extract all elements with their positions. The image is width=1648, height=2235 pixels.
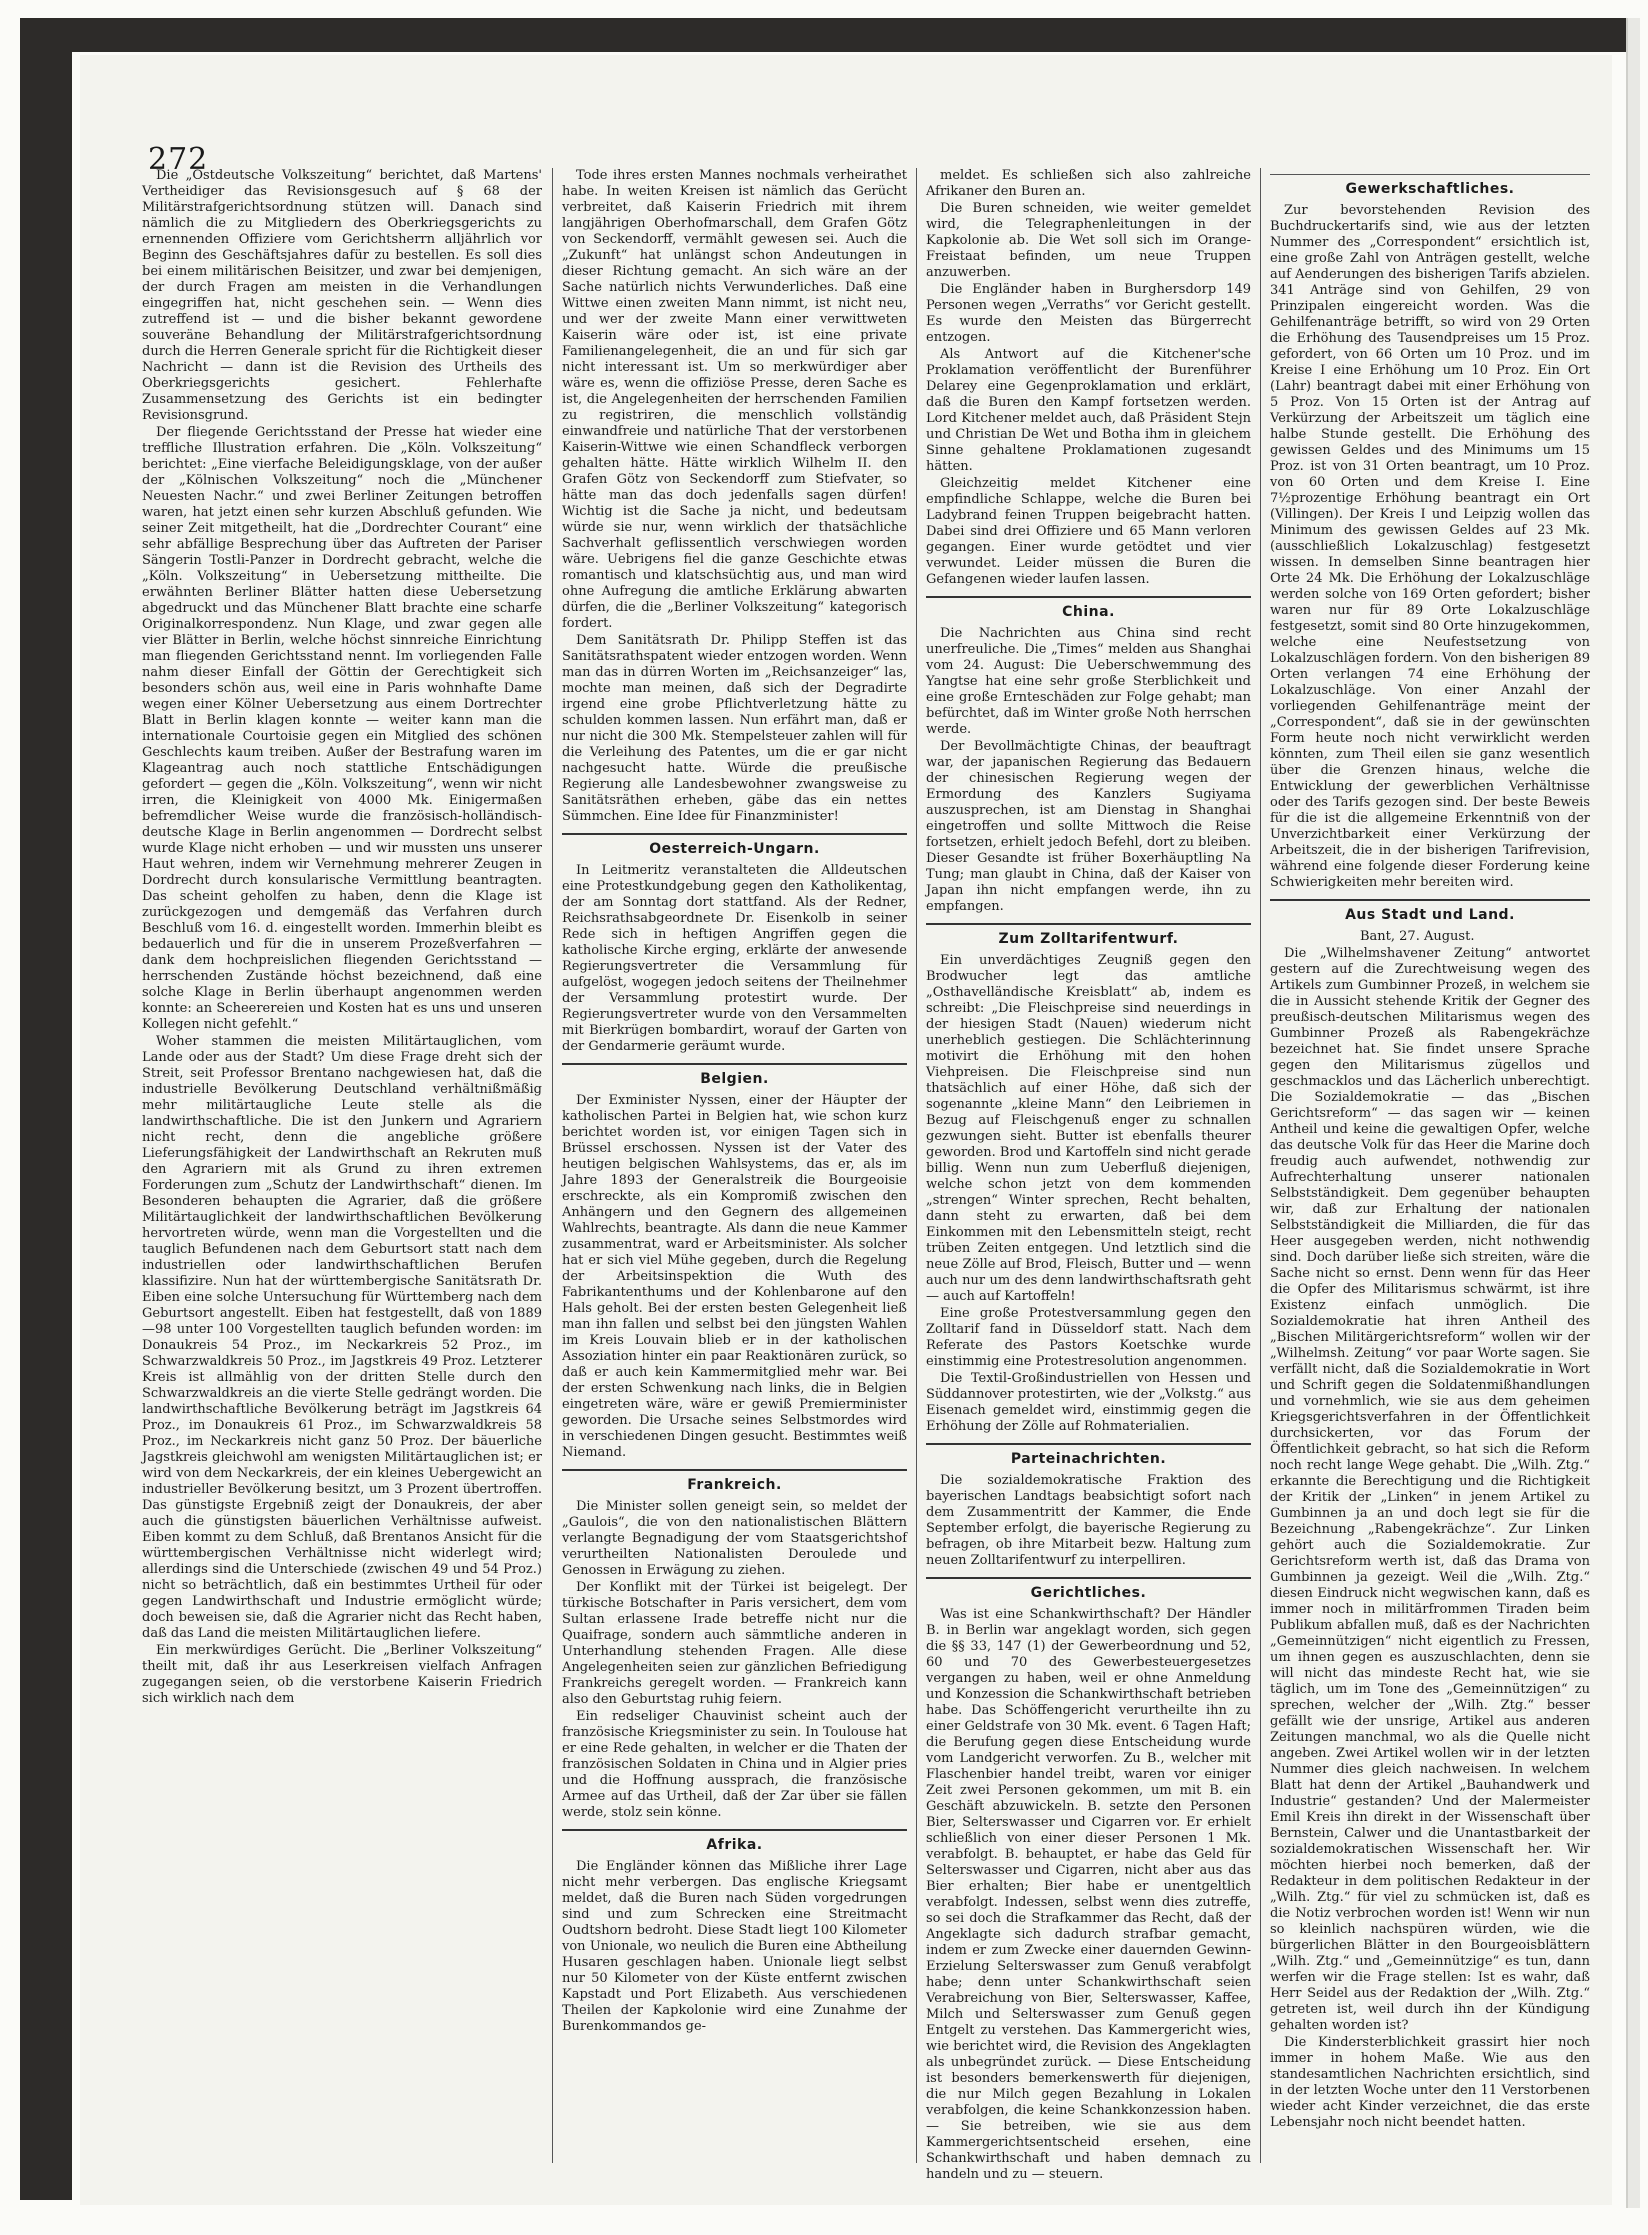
section-rule	[562, 1469, 907, 1471]
section-rule	[562, 1829, 907, 1831]
article-paragraph: Die Textil-Großindustriellen von Hessen und Süddannover protestirten, wie der „Volkstg.“ aus Eisenach gemeldet wird, einstimmig gegen die Erhöhung der Zölle auf Rohmaterialien.	[926, 1371, 1251, 1434]
article-paragraph: Gleichzeitig meldet Kitchener eine empfindliche Schlappe, welche die Buren bei Ladybrand feinen Truppen beigebracht hatten. Dabei sind drei Offiziere und 65 Mann verloren gegangen. Einer wurde getödtet und vier verwundet. Leider müssen die Buren die Gefangenen wieder laufen lassen.	[926, 476, 1251, 587]
article-paragraph: Ein redseliger Chauvinist scheint auch der französische Kriegsminister zu sein. In Toulouse hat er eine Rede gehalten, in welcher er die Thaten der französischen Soldaten in China und in Algier pries und die Hoffnung aussprach, die französische Armee auf das Urtheil, daß der Zar über sie fällen werde, stolz sein könne.	[562, 1709, 907, 1820]
section-heading: Belgien.	[700, 1071, 769, 1087]
article-paragraph: Tode ihres ersten Mannes nochmals verheirathet habe. In weiten Kreisen ist nämlich das Gerücht verbreitet, daß Kaiserin Friedrich mit ihrem langjährigen Oberhofmarschall, dem Grafen Götz von Seckendorff, vermählt gewesen sei. Auch die „Zukunft“ hat unlängst schon Andeutungen in dieser Richtung gemacht. An sich wäre an der Sache natürlich nichts Verwunderliches. Daß eine Wittwe einen zweiten Mann nimmt, ist nicht neu, und wer der zweite Mann einer verwittweten Kaiserin wäre oder ist, ist eine private Familienangelegenheit, die an und für sich gar nicht interessant ist. Um so merkwürdiger aber wäre es, wenn die offiziöse Presse, deren Sache es ist, die Angelegenheiten der herrschenden Familien zu registriren, die menschlich vollständig einwandfreie und natürliche That der verstorbenen Kaiserin-Wittwe wie einen Schandfleck verborgen gehalten hätte. Hätte wirklich Wilhelm II. den Grafen Götz von Seckendorff zum Stiefvater, so hätte man das doch jedenfalls sagen dürfen! Wichtig ist die Sache ja nicht, und bedeutsam würde sie nur, wenn wirklich der thatsächliche Sachverhalt geflissentlich verschwiegen worden wäre. Uebrigens fiel die ganze Geschichte etwas romantisch und klatschsüchtig aus, und man wird ohne Aufregung die amtliche Erklärung abwarten dürfen, die die „Berliner Volkszeitung“ kategorisch fordert.	[562, 168, 907, 631]
article-paragraph: Zur bevorstehenden Revision des Buchdruckertarifs sind, wie aus der letzten Nummer des „Correspondent“ ersichtlich ist, eine große Zahl von Anträgen gestellt, welche auf Aenderungen des bisherigen Tarifs abzielen. 341 Anträge sind von Gehilfen, 29 von Prinzipalen eingereicht worden. Was die Gehilfenanträge betrifft, so wird von 29 Orten die Erhöhung des Tausendpreises um 15 Proz. gefordert, von 66 Orten um 10 Proz. und im Kreise I eine Erhöhung um 10 Proz. Ein Ort (Lahr) beantragt dabei mit einer Erhöhung von 5 Proz. Von 15 Orten ist der Antrag auf Verkürzung der Arbeitszeit um täglich eine halbe Stunde gestellt. Die Erhöhung des gewissen Geldes und des Minimums um 15 Proz. ist von 31 Orten beantragt, um 10 Proz. von 60 Orten und dem Kreise I. Eine 7½prozentige Erhöhung beantragt ein Ort (Villingen). Der Kreis I und Leipzig wollen das Minimum des gewissen Geldes auf 23 Mk. (ausschließlich Lokalzuschlag) festgesetzt wissen. In demselben Sinne beantragen hier Orte 24 Mk. Die Erhöhung der Lokalzuschläge werden solche von 169 Orten gefordert; bisher waren nur für 89 Orte Lokalzuschläge festgesetzt, somit sind 80 Orte hinzugekommen, welche eine Neufestsetzung von Lokalzuschlägen fordern. Von den bisherigen 89 Orten verlangen 74 eine Erhöhung der Lokalzuschläge. Von einer Anzahl der vorliegenden Gehilfenanträge meint der „Correspondent“, daß sie in der gewünschten Form heute noch nicht verwirklicht werden könnten, zum Theil eilen sie ganz wesentlich über die Grenzen hinaus, welche die Entwicklung der gewerblichen Verhältnisse oder des Tarifs gezogen sind. Der beste Beweis für die ist die allgemeine Erkenntniß von der Unverzichtbarkeit einer Verkürzung der Arbeitszeit, die in der bisherigen Tarifrevision, während eine folgende dieser Forderung keine Schwierigkeiten mehr bereiten wird.	[1270, 203, 1590, 890]
article-paragraph: Die Buren schneiden, wie weiter gemeldet wird, die Telegraphenleitungen in der Kapkolonie ab. Die Wet soll sich im Orange-Freistaat befinden, um neue Truppen anzuwerben.	[926, 201, 1251, 280]
column-rule	[916, 168, 917, 2163]
section-heading: Afrika.	[706, 1837, 763, 1853]
column-1	[142, 168, 542, 2168]
article-paragraph: Woher stammen die meisten Militärtauglichen, vom Lande oder aus der Stadt? Um diese Frage dreht sich der Streit, seit Professor Brentano nachgewiesen hat, daß die industrielle Bevölkerung Deutschland verhältnißmäßig mehr militärtaugliche Leute stelle als die landwirthschaftliche. Die ist den Junkern und Agrariern nicht recht, denn die angebliche größere Lieferungsfähigkeit der Landwirthschaft an Rekruten muß den Agrariern mit als Grund zu ihren extremen Forderungen zum „Schutz der Landwirthschaft“ dienen. Im Besonderen behaupten die Agrarier, daß die größere Militärtauglichkeit der landwirthschaftlichen Bevölkerung hervortreten würde, wenn man die Vorgestellten und die tauglich Befundenen nach dem Geburtsort statt nach dem industriellen oder landwirthschaftlichen Berufen klassifizire. Nun hat der württembergische Sanitätsrath Dr. Eiben eine solche Untersuchung für Württemberg nach dem Geburtsort angestellt. Eiben hat festgestellt, daß von 1889—98 unter 100 Vorgestellten tauglich befunden worden: im Donaukreis 54 Proz., im Neckarkreis 52 Proz., im Schwarzwaldkreis 50 Proz., im Jagstkreis 49 Proz. Letzterer Kreis ist allmählig von der dritten Stelle durch den Schwarzwaldkreis an die vierte Stelle gedrängt worden. Die landwirthschaftliche Bevölkerung beträgt im Jagstkreis 64 Proz., im Donaukreis 61 Proz., im Schwarzwaldkreis 58 Proz., im Neckarkreis nicht ganz 50 Proz. Der bäuerliche Jagstkreis gleichwohl am wenigsten Militärtauglichen ist; er wird von dem Neckarkreis, der ein kleines Uebergewicht an industrieller Bevölkerung besitzt, um 3 Prozent übertroffen. Das günstigste Ergebniß zeigt der Donaukreis, der aber auch die günstigsten bäuerlichen Verhältnisse aufweist. Eiben kommt zu dem Schluß, daß Brentanos Ansicht für die württembergischen Verhältnisse nicht widerlegt wird; allerdings sind die Unterschiede (zwischen 49 und 54 Proz.) nicht so beträchtlich, daß ein bestimmtes Urtheil für oder gegen Landwirthschaft und Industrie ermöglicht würde; doch beweisen sie, daß die Agrarier nicht das Recht haben, daß das Land die meisten Militärtauglichen liefere.	[142, 1034, 542, 1641]
page-number: 272	[148, 142, 209, 177]
article-paragraph: Die „Wilhelmshavener Zeitung“ antwortet gestern auf die Zurechtweisung wegen des Artikels zum Gumbinner Prozeß, in welchem sie die in Aussicht stehende Kritik der Gegner des preußisch-deutschen Militarismus wegen des Gumbinner Prozeß als Rabengekrächze bezeichnet hat. Sie findet unsere Sprache gegen den Militarismus zügellos und geschmacklos und das Lächerlich unberechtigt. Die Sozialdemokratie — das „Bischen Gerichtsreform“ — das sagen wir — keinen Antheil und keine die gewaltigen Opfer, welche das deutsche Volk für das Heer die Marine doch freudig auch aufwendet, nothwendig zur Aufrechterhaltung unserer nationalen Selbstständigkeit. Dem gegenüber behaupten wir, daß zur Erhaltung der nationalen Selbstständigkeit die Milliarden, die für das Heer ausgegeben werden, nicht nothwendig sind. Doch darüber ließe sich streiten, wäre die Sache nicht so ernst. Denn wenn für das Heer die Opfer des Militarismus schwärmt, ist ihre Existenz einfach unmöglich. Die Sozialdemokratie hat ihren Antheil des „Bischen Militärgerichtsreform“ wollen wir der „Wilhelmsh. Zeitung“ vor paar Worte sagen. Sie verfällt nicht, daß die Sozialdemokratie in Wort und Schrift gegen die Soldatenmißhandlungen und vornehmlich, wie sie aus dem geheimen Kriegsgerichtsverfahren in der Öffentlichkeit durchsickerten, vor das Forum der Öffentlichkeit gebracht, so hat sich die Reform noch recht lange Wege gehabt. Die „Wilh. Ztg.“ erkannte die Berechtigung und die Richtigkeit der Kritik der „Linken“ in jenem Artikel zu Gumbinnen ja an und doch legt sie für die Bezeichnung „Rabengekrächze“. Zur Linken gehört auch die Sozialdemokratie. Zur Gerichtsreform werth ist, daß das Drama von Gumbinnen ja gezeigt. Weil die „Wilh. Ztg.“ diesen Eindruck nicht wegwischen kann, daß es immer noch in militärfrommen Tiraden beim Publikum abfallen muß, daß es der Nachrichten „Gemeinnützigen“ nicht eigentlich zu Fressen, um ihnen gegen es auszuschlachten, denn sie will nicht das mindeste Recht hat, wie sie täglich, um im Tone des „Gemeinnützigen“ zu sprechen, welcher der „Wilh. Ztg.“ besser gefällt wie der unsrige, Artikel aus anderen Zeitungen manchmal, wo als die Quelle nicht angeben. Zwei Artikel wollen wir in der letzten Nummer dies gleich nachweisen. In welchem Blatt hat denn der Artikel „Bauhandwerk und Industrie“ gestanden? Und der Malermeister Emil Kreis ihn direkt in der Wissenschaft über Bernstein, Calwer und die Unantastbarkeit der sozialdemokratischen Wissenschaft her. Wir möchten hierbei noch bemerken, daß der Redakteur in dem politischen Redakteur in der „Wilh. Ztg.“ für viel zu schmücken ist, daß es die Notiz verbrochen worden ist! Wenn wir nun so kleinlich nachspüren würden, wie die bürgerlichen Blätter in den Bourgeoisblättern „Wilh. Ztg.“ und „Gemeinnützige“ es tun, dann werfen wir die Frage stellen: Ist es wahr, daß Herr Seidel aus der Redaktion der „Wilh. Ztg.“ getreten ist, weil durch ihn der Kündigung gehalten worden ist?	[1270, 946, 1590, 2033]
article-paragraph: Die Engländer können das Mißliche ihrer Lage nicht mehr verbergen. Das englische Kriegsamt meldet, daß die Buren nach Süden vorgedrungen sind und zum Schrecken eine Streitmacht Oudtshorn bedroht. Diese Stadt liegt 100 Kilometer von Unionale, wo neulich die Buren eine Abtheilung Husaren geschlagen haben. Unionale liegt selbst nur 50 Kilometer von der Küste entfernt zwischen Kapstadt und Port Elizabeth. Aus verschiedenen Theilen der Kapkolonie wird eine Zunahme der Burenkommandos ge-	[562, 1859, 907, 2034]
section-rule	[1270, 899, 1590, 901]
article-paragraph: Eine große Protestversammlung gegen den Zolltarif fand in Düsseldorf statt. Nach dem Referate des Pastors Koetschke wurde einstimmig eine Protestresolution angenommen.	[926, 1306, 1251, 1369]
section-rule	[562, 1063, 907, 1065]
section-rule	[926, 1577, 1251, 1579]
column-4	[1270, 168, 1590, 2168]
dateline: Bant, 27. August.	[1360, 929, 1475, 944]
article-paragraph: Dem Sanitätsrath Dr. Philipp Steffen ist das Sanitätsrathspatent wieder entzogen worden. Wenn man das in dürren Worten im „Reichsanzeiger“ las, mochte man meinen, daß sich der Degradirte irgend eine grobe Pflichtverletzung hätte zu schulden kommen lassen. Nun erfährt man, daß er nur nicht die 300 Mk. Stempelsteuer zahlen will für die Verleihung des Patentes, um die er gar nicht nachgesucht hatte. Würde die preußische Regierung alle Landesbewohner zwangsweise zu Sanitätsräthen erheben, gäbe das ein nettes Sümmchen. Eine Idee für Finanzminister!	[562, 633, 907, 824]
article-paragraph: Die Kindersterblichkeit grassirt hier noch immer in hohem Maße. Wie aus den standesamtlichen Nachrichten ersichtlich, sind in der letzten Woche unter den 11 Verstorbenen wieder acht Kinder verzeichnet, die das erste Lebensjahr noch nicht beendet hatten.	[1270, 2035, 1590, 2130]
section-rule	[926, 1443, 1251, 1445]
article-paragraph: Die Nachrichten aus China sind recht unerfreuliche. Die „Times“ melden aus Shanghai vom 24. August: Die Ueberschwemmung des Yangtse hat eine sehr große Sterblichkeit und eine große Ernteschäden zur Folge gehabt; man befürchtet, daß im Winter große Noth herrschen werde.	[926, 626, 1251, 737]
section-heading: Gewerkschaftliches.	[1345, 181, 1515, 197]
article-paragraph: Der Exminister Nyssen, einer der Häupter der katholischen Partei in Belgien hat, wie schon kurz berichtet worden ist, vor einigen Tagen sich in Brüssel erschossen. Nyssen ist der Vater des heutigen belgischen Wahlsystems, das er, als im Jahre 1893 der Generalstreik die Bourgeoisie erschreckte, als ein Kompromiß zwischen den Anhängern und den Gegnern des allgemeinen Wahlrechts, beantragte. Als dann die neue Kammer zusammentrat, ward er Arbeitsminister. Als solcher hat er sich viel Mühe gegeben, durch die Regelung der Arbeitsinspektion die Wuth des Fabrikantenthums und der Kohlenbarone auf den Hals geholt. Bei der ersten besten Gelegenheit ließ man ihn fallen und selbst bei den jüngsten Wahlen im Kreis Louvain blieb er in der katholischen Assoziation hinter ein paar Reaktionären zurück, so daß er auch kein Kammermitglied mehr war. Bei der ersten Schwenkung nach links, die in Belgien eingetreten wäre, wäre er gewiß Premierminister geworden. Die Ursache seines Selbstmordes wird in verschiedenen Dingen gesucht. Bestimmtes weiß Niemand.	[562, 1093, 907, 1460]
column-3	[926, 168, 1251, 2182]
column-2	[562, 168, 907, 2168]
article-paragraph: Der fliegende Gerichtsstand der Presse hat wieder eine treffliche Illustration erfahren. Die „Köln. Volkszeitung“ berichtet: „Eine vierfache Beleidigungsklage, von der außer der „Kölnischen Volkszeitung“ noch die „Münchener Neuesten Nachr.“ und zwei Berliner Zeitungen betroffen waren, hat jetzt einen sehr kurzen Abschluß gefunden. Wie seiner Zeit mitgetheilt, hat die „Dordrechter Courant“ eine sehr abfällige Besprechung über das Auftreten der Pariser Sängerin Tostli-Panzer in Dordrecht gebracht, welche die „Köln. Volkszeitung“ in Uebersetzung mittheilte. Die erwähnten Berliner Blätter hatten diese Uebersetzung abgedruckt und das Münchener Blatt brachte eine scharfe Originalkorrespondenz. Nun Klage, und zwar gegen alle vier Blätter in Berlin, welche höchst sinnreiche Einrichtung man fliegenden Gerichtsstand nennt. Im vorliegenden Falle nahm dieser Einfall der Göttin der Gerechtigkeit sich besonders schön aus, weil eine in Paris wohnhafte Dame wegen einer Kölner Uebersetzung aus einem Dortrechter Blatt in Berlin klagen konnte — weiter kann man die internationale Courtoisie gegen ein Mitglied des schönen Geschlechts kaum treiben. Außer der Bestrafung waren im Klageantrag auch noch stattliche Entschädigungen gefordert — gegen die „Köln. Volkszeitung“, wenn wir nicht irren, die Kleinigkeit von 4000 Mk. Einigermaßen befremdlicher Weise wurde die französisch-holländisch-deutsche Klage in Berlin angenommen — Dordrecht selbst wurde Klage nicht erhoben — und wir mussten uns unserer Haut wehren, indem wir Vernehmung mehrerer Zeugen in Dordrecht durch konsularische Vermittlung beantragten. Das scheint geholfen zu haben, denn die Klage ist zurückgezogen und demgemäß das Verfahren durch Beschluß vom 16. d. eingestellt worden. Immerhin bleibt es bedauerlich und für die in unserem Prozeßverfahren — dank dem hochpreislichen fliegenden Gerichtsstand — herrschenden Zustände höchst bezeichnend, daß eine solche Klage in Berlin überhaupt angenommen werden konnte: an Scheerereien und Kosten hat es uns und unseren Kollegen nicht gefehlt.“	[142, 425, 542, 1032]
section-heading: Gerichtliches.	[1030, 1585, 1147, 1601]
article-paragraph: meldet. Es schließen sich also zahlreiche Afrikaner den Buren an.	[926, 168, 1251, 199]
article-paragraph: Die Engländer haben in Burghersdorp 149 Personen wegen „Verraths“ vor Gericht gestellt. Es wurde den Meisten das Bürgerrecht entzogen.	[926, 282, 1251, 345]
article-paragraph: Der Bevollmächtigte Chinas, der beauftragt war, der japanischen Regierung das Bedauern der chinesischen Regierung wegen der Ermordung des Kanzlers Sugiyama auszusprechen, ist am Dienstag in Shanghai eingetroffen und sollte Mittwoch die Reise fortsetzen, erhielt jedoch Befehl, dort zu bleiben. Dieser Gesandte ist früher Boxerhäuptling Na Tung; man glaubt in China, daß der Kaiser von Japan ihn nicht empfangen werde, ihn zu empfangen.	[926, 739, 1251, 914]
article-paragraph: Was ist eine Schankwirthschaft? Der Händler B. in Berlin war angeklagt worden, sich gegen die §§ 33, 147 (1) der Gewerbeordnung und 52, 60 und 70 des Gewerbesteuergesetzes vergangen zu haben, weil er ohne Anmeldung und Konzession die Schankwirthschaft betrieben habe. Das Schöffengericht verurtheilte ihn zu einer Geldstrafe von 30 Mk. event. 6 Tagen Haft; die Berufung gegen diese Entscheidung wurde vom Landgericht verworfen. Zu B., welcher mit Flaschenbier handel treibt, waren vor einiger Zeit zwei Personen gekommen, um mit B. ein Geschäft abzuwickeln. B. setzte den Personen Bier, Selterswasser und Cigarren vor. Er erhielt schließlich von einer dieser Personen 1 Mk. verabfolgt. B. behauptet, er habe das Geld für Selterswasser und Cigarren, nicht aber aus das Bier erhalten; Bier habe er unentgeltlich verabfolgt. Indessen, selbst wenn dies zutreffe, so sei doch die Strafkammer das Recht, daß der Angeklagte sich dadurch strafbar gemacht, indem er zum Zwecke einer dauernden Gewinn-Erzielung Selterswasser zum Genuß verabfolgt habe; denn unter Schankwirthschaft seien Verabreichung von Bier, Selterswasser, Kaffee, Milch und Selterswasser zum Genuß gegen Entgelt zu verstehen. Das Kammergericht wies, wie berichtet wird, die Revision des Angeklagten als unbegründet zurück. — Diese Entscheidung ist besonders bemerkenswerth für diejenigen, die nur Milch gegen Bezahlung in Lokalen verabfolgen, die keine Schankkonzession haben. — Sie betreiben, wie sie aus dem Kammergerichtsentscheid ersehen, eine Schankwirthschaft und haben demnach zu handeln und zu — steuern.	[926, 1607, 1251, 2182]
article-paragraph: Der Konflikt mit der Türkei ist beigelegt. Der türkische Botschafter in Paris versichert, dem vom Sultan erlassene Irade betreffe nicht nur die Quaifrage, sondern auch sämmtliche anderen in Unterhandlung stehenden Fragen. Alle diese Angelegenheiten seien zur gänzlichen Befriedigung Frankreichs geregelt worden. — Frankreich kann also den Geburtstag ruhig feiern.	[562, 1580, 907, 1707]
article-paragraph: Die sozialdemokratische Fraktion des bayerischen Landtags beabsichtigt sofort nach dem Zusammentritt der Kammer, die Ende September erfolgt, die bayerische Regierung zu befragen, ob ihre Mitarbeit bezw. Haltung zum neuen Zolltarifentwurf zu interpelliren.	[926, 1473, 1251, 1568]
article-paragraph: Ein merkwürdiges Gerücht. Die „Berliner Volkszeitung“ theilt mit, daß ihr aus Leserkreisen vielfach Anfragen zugegangen seien, ob die verstorbene Kaiserin Friedrich sich wirklich nach dem	[142, 1643, 542, 1706]
book-top-edge	[20, 18, 1628, 52]
article-paragraph: Die Minister sollen geneigt sein, so meldet der „Gaulois“, die von den nationalistischen Blättern verlangte Begnadigung der vom Staatsgerichtshof verurtheilten Nationalisten Deroulede und Genossen in Erwägung zu ziehen.	[562, 1499, 907, 1578]
section-heading: Aus Stadt und Land.	[1345, 907, 1515, 923]
section-rule	[1270, 174, 1590, 175]
column-rule	[552, 168, 553, 2163]
section-heading: Frankreich.	[687, 1477, 782, 1493]
page-edge	[1626, 18, 1640, 2208]
article-paragraph: In Leitmeritz veranstalteten die Alldeutschen eine Protestkundgebung gegen den Katholikentag, der am Sonntag dort stattfand. Als der Redner, Reichsrathsabgeordnete Dr. Eisenkolb in seiner Rede sich in heftigen Angriffen gegen die katholische Kirche erging, erklärte der anwesende Regierungsvertreter die Versammlung für aufgelöst, wogegen jedoch seitens der Theilnehmer der Versammlung protestirt wurde. Der Regierungsvertreter wurde von den Versammelten mit Bierkrügen bombardirt, worauf der Garten von der Gendarmerie geräumt wurde.	[562, 863, 907, 1054]
section-heading: Parteinachrichten.	[1010, 1451, 1167, 1467]
column-rule	[1260, 168, 1261, 2163]
section-heading: China.	[1062, 604, 1115, 620]
section-rule	[562, 833, 907, 835]
article-paragraph: Ein unverdächtiges Zeugniß gegen den Brodwucher legt das amtliche „Osthavelländische Kreisblatt“ ab, indem es schreibt: „Die Fleischpreise sind neuerdings in der hiesigen Stadt (Nauen) wiederum nicht unerheblich gestiegen. Die Schlächterinnung motivirt die Erhöhung mit den hohen Viehpreisen. Die Fleischpreise sind nun thatsächlich auf einer Höhe, daß sich der sogenannte „kleine Mann“ den Leibriemen in Bezug auf Fleischgenuß enger zu schnallen gezwungen sieht. Butter ist ebenfalls theurer geworden. Brod und Kartoffeln sind nicht gerade billig. Wenn nun zum Ueberfluß diejenigen, welche schon jetzt von dem kommenden „strengen“ Winter sprechen, Recht behalten, dann steht zu erwarten, daß bei dem Einkommen mit den Lebensmitteln steigt, recht trüben Zeiten entgegen. Und letztlich sind die neue Zölle auf Brod, Fleisch, Butter und — wenn auch nur um des denn landwirthschaftsrath geht — auch auf Kartoffeln!	[926, 953, 1251, 1304]
article-paragraph: Als Antwort auf die Kitchener'sche Proklamation veröffentlicht der Burenführer Delarey eine Gegenproklamation und erklärt, daß die Buren den Kampf fortsetzen werden. Lord Kitchener meldet auch, daß Präsident Stejn und Christian De Wet und Botha ihm in gleichem Sinne gehaltene Proklamationen zugesandt hätten.	[926, 347, 1251, 474]
section-rule	[926, 596, 1251, 598]
section-heading: Zum Zolltarifentwurf.	[998, 931, 1179, 947]
section-rule	[926, 923, 1251, 925]
section-heading: Oesterreich-Ungarn.	[649, 841, 820, 857]
article-paragraph: Die „Ostdeutsche Volkszeitung“ berichtet, daß Martens' Vertheidiger das Revisionsgesuch auf § 68 der Militärstrafgerichtsordnung stützen will. Danach sind nämlich die zu Mitgliedern des Oberkriegsgerichts zu ernennenden Offiziere vom Gerichtsherrn alljährlich vor Beginn des Geschäftsjahres dafür zu bestellen. Es soll dies bei einem militärischen Beisitzer, und zwar bei demjenigen, der durch Fragen am meisten in die Verhandlungen eingegriffen hat, nicht geschehen sein. — Wenn dies zutreffend ist — und die bisher bekannt gewordene souveräne Behandlung der Militärstrafgerichtsordnung durch die Herren Generale spricht für die Richtigkeit dieser Nachricht — dann ist die Revision des Urtheils des Oberkriegsgerichts gesichert. Fehlerhafte Zusammensetzung des Gerichts ist ein bedingter Revisionsgrund.	[142, 168, 542, 423]
book-binding	[20, 20, 72, 2200]
